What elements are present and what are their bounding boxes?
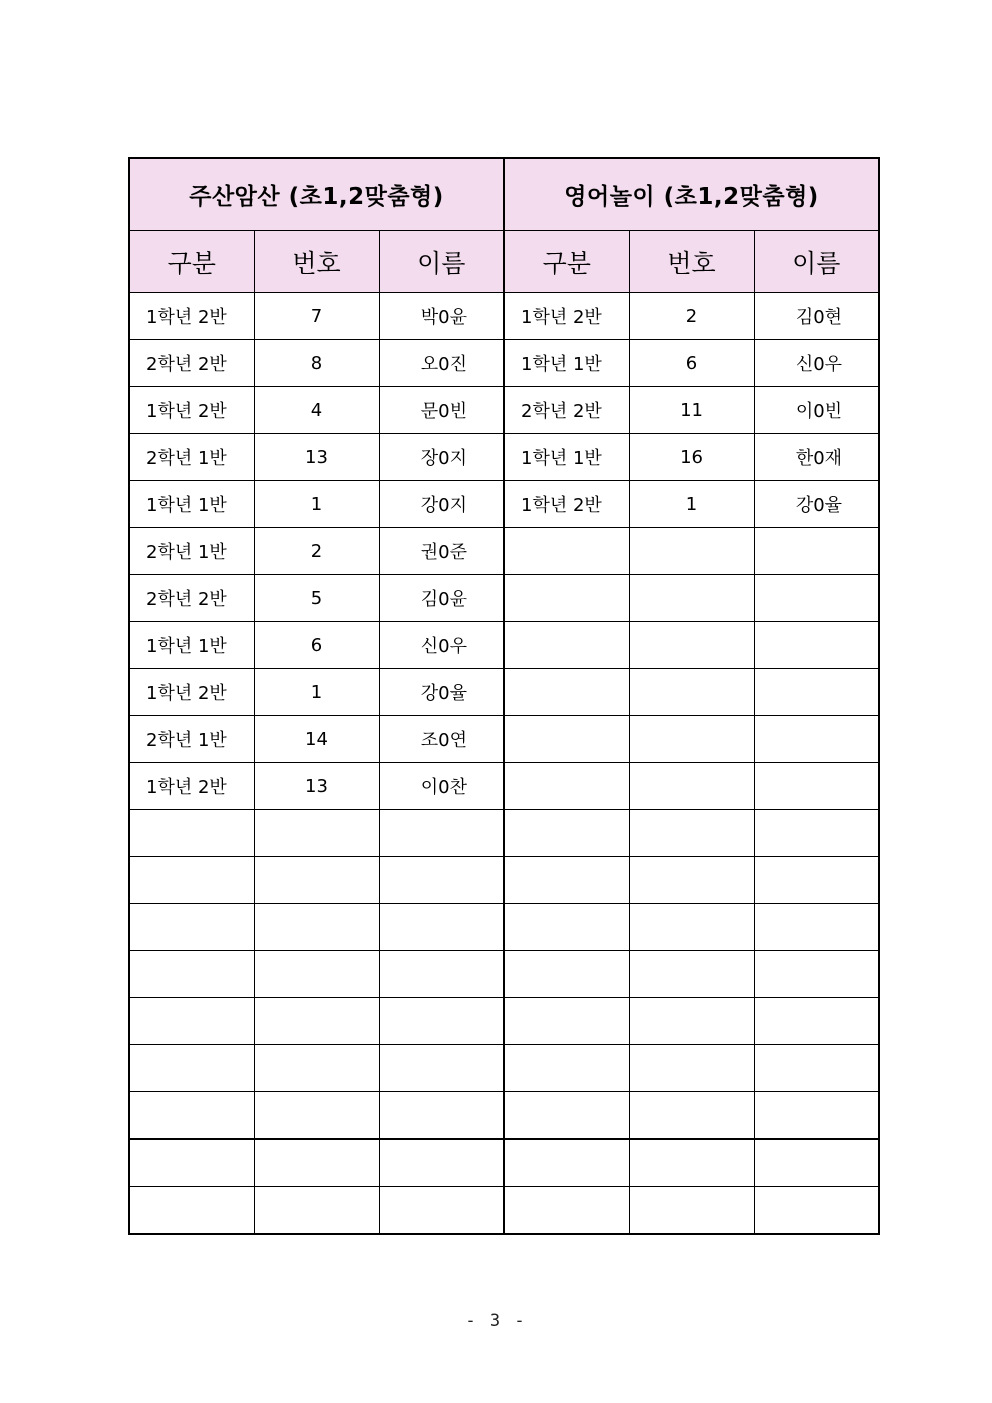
abacus-number-cell: 1 bbox=[254, 481, 379, 528]
english-number-cell bbox=[629, 622, 754, 669]
english-name-cell: 김0현 bbox=[754, 293, 879, 340]
english-name-cell bbox=[754, 669, 879, 716]
abacus-grade-cell: 2학년 1반 bbox=[129, 528, 254, 575]
abacus-number-cell bbox=[254, 998, 379, 1045]
abacus-number-cell bbox=[254, 1045, 379, 1092]
page-number: - 3 - bbox=[465, 1311, 527, 1331]
english-number-cell bbox=[629, 763, 754, 810]
abacus-name-cell: 김0윤 bbox=[379, 575, 504, 622]
english-number-cell bbox=[629, 1139, 754, 1187]
english-number-cell: 6 bbox=[629, 340, 754, 387]
abacus-grade-cell: 2학년 2반 bbox=[129, 575, 254, 622]
english-name-cell bbox=[754, 810, 879, 857]
english-number-cell bbox=[629, 904, 754, 951]
english-name-cell bbox=[754, 1187, 879, 1235]
abacus-name-cell: 박0윤 bbox=[379, 293, 504, 340]
english-name-cell bbox=[754, 857, 879, 904]
abacus-name-cell: 강0율 bbox=[379, 669, 504, 716]
english-grade-cell bbox=[504, 998, 629, 1045]
table-row bbox=[129, 434, 879, 481]
english-name-cell bbox=[754, 575, 879, 622]
abacus-number-cell bbox=[254, 810, 379, 857]
english-grade-cell bbox=[504, 763, 629, 810]
english-number-cell bbox=[629, 528, 754, 575]
english-grade-cell: 1학년 1반 bbox=[504, 434, 629, 481]
section-title-english: 영어놀이 (초1,2맞춤형) bbox=[504, 158, 879, 231]
table-row bbox=[129, 951, 879, 998]
table-row bbox=[129, 387, 879, 434]
abacus-grade-cell: 1학년 1반 bbox=[129, 622, 254, 669]
english-name-cell bbox=[754, 951, 879, 998]
abacus-name-cell: 장0지 bbox=[379, 434, 504, 481]
english-grade-cell: 1학년 2반 bbox=[504, 481, 629, 528]
abacus-number-cell: 5 bbox=[254, 575, 379, 622]
english-name-cell: 강0율 bbox=[754, 481, 879, 528]
abacus-name-cell bbox=[379, 904, 504, 951]
table-row bbox=[129, 1045, 879, 1092]
abacus-number-cell: 6 bbox=[254, 622, 379, 669]
english-grade-cell bbox=[504, 575, 629, 622]
table-row bbox=[129, 716, 879, 763]
english-grade-cell bbox=[504, 951, 629, 998]
abacus-grade-cell: 1학년 1반 bbox=[129, 481, 254, 528]
abacus-name-cell: 조0연 bbox=[379, 716, 504, 763]
table-row bbox=[129, 669, 879, 716]
english-number-cell bbox=[629, 716, 754, 763]
english-number-cell bbox=[629, 1092, 754, 1140]
abacus-name-cell bbox=[379, 998, 504, 1045]
abacus-name-cell: 오0진 bbox=[379, 340, 504, 387]
abacus-name-cell bbox=[379, 1187, 504, 1235]
abacus-name-cell: 신0우 bbox=[379, 622, 504, 669]
english-grade-cell bbox=[504, 528, 629, 575]
roster-table bbox=[128, 157, 880, 1235]
abacus-number-cell bbox=[254, 1092, 379, 1140]
abacus-name-cell bbox=[379, 857, 504, 904]
table-row bbox=[129, 810, 879, 857]
abacus-number-cell: 14 bbox=[254, 716, 379, 763]
table-row bbox=[129, 1187, 879, 1235]
abacus-number-cell bbox=[254, 857, 379, 904]
english-name-cell bbox=[754, 904, 879, 951]
abacus-number-cell: 1 bbox=[254, 669, 379, 716]
english-grade-cell bbox=[504, 1045, 629, 1092]
english-name-cell: 이0빈 bbox=[754, 387, 879, 434]
abacus-number-cell: 4 bbox=[254, 387, 379, 434]
column-header-number: 번호 bbox=[254, 231, 379, 293]
english-name-cell bbox=[754, 622, 879, 669]
column-header-grade: 구분 bbox=[504, 231, 629, 293]
english-name-cell bbox=[754, 998, 879, 1045]
english-grade-cell bbox=[504, 810, 629, 857]
abacus-grade-cell bbox=[129, 951, 254, 998]
abacus-grade-cell: 2학년 1반 bbox=[129, 716, 254, 763]
table-row bbox=[129, 1139, 879, 1187]
english-number-cell: 16 bbox=[629, 434, 754, 481]
table-row bbox=[129, 857, 879, 904]
english-grade-cell bbox=[504, 904, 629, 951]
english-grade-cell: 1학년 2반 bbox=[504, 293, 629, 340]
abacus-grade-cell: 1학년 2반 bbox=[129, 669, 254, 716]
abacus-grade-cell bbox=[129, 1092, 254, 1140]
abacus-name-cell bbox=[379, 951, 504, 998]
english-grade-cell bbox=[504, 857, 629, 904]
column-header-name: 이름 bbox=[379, 231, 504, 293]
abacus-number-cell: 2 bbox=[254, 528, 379, 575]
table-row bbox=[129, 293, 879, 340]
table-row bbox=[129, 528, 879, 575]
table-row bbox=[129, 340, 879, 387]
table-row bbox=[129, 481, 879, 528]
english-name-cell bbox=[754, 1139, 879, 1187]
abacus-grade-cell bbox=[129, 1187, 254, 1235]
abacus-number-cell: 8 bbox=[254, 340, 379, 387]
english-number-cell bbox=[629, 575, 754, 622]
abacus-name-cell bbox=[379, 1139, 504, 1187]
abacus-number-cell bbox=[254, 904, 379, 951]
english-name-cell: 한0재 bbox=[754, 434, 879, 481]
english-grade-cell bbox=[504, 1092, 629, 1140]
english-number-cell bbox=[629, 998, 754, 1045]
english-number-cell: 2 bbox=[629, 293, 754, 340]
abacus-grade-cell: 1학년 2반 bbox=[129, 763, 254, 810]
abacus-number-cell bbox=[254, 1139, 379, 1187]
english-name-cell bbox=[754, 716, 879, 763]
english-name-cell: 신0우 bbox=[754, 340, 879, 387]
english-number-cell bbox=[629, 857, 754, 904]
abacus-grade-cell bbox=[129, 1139, 254, 1187]
abacus-grade-cell: 2학년 2반 bbox=[129, 340, 254, 387]
english-number-cell bbox=[629, 951, 754, 998]
english-name-cell bbox=[754, 528, 879, 575]
abacus-number-cell: 13 bbox=[254, 763, 379, 810]
english-grade-cell bbox=[504, 669, 629, 716]
english-name-cell bbox=[754, 1045, 879, 1092]
english-grade-cell bbox=[504, 716, 629, 763]
english-grade-cell: 1학년 1반 bbox=[504, 340, 629, 387]
english-number-cell bbox=[629, 1187, 754, 1235]
english-grade-cell bbox=[504, 622, 629, 669]
english-number-cell: 1 bbox=[629, 481, 754, 528]
english-grade-cell bbox=[504, 1187, 629, 1235]
table-row bbox=[129, 904, 879, 951]
abacus-name-cell bbox=[379, 1045, 504, 1092]
abacus-name-cell bbox=[379, 810, 504, 857]
english-number-cell bbox=[629, 1045, 754, 1092]
table-row bbox=[129, 575, 879, 622]
abacus-grade-cell bbox=[129, 904, 254, 951]
english-number-cell bbox=[629, 810, 754, 857]
table-row bbox=[129, 998, 879, 1045]
english-grade-cell bbox=[504, 1139, 629, 1187]
english-number-cell: 11 bbox=[629, 387, 754, 434]
english-name-cell bbox=[754, 1092, 879, 1140]
abacus-name-cell: 문0빈 bbox=[379, 387, 504, 434]
column-header-name: 이름 bbox=[754, 231, 879, 293]
abacus-grade-cell: 1학년 2반 bbox=[129, 293, 254, 340]
abacus-grade-cell: 2학년 1반 bbox=[129, 434, 254, 481]
english-grade-cell: 2학년 2반 bbox=[504, 387, 629, 434]
abacus-grade-cell bbox=[129, 998, 254, 1045]
section-title-row bbox=[129, 158, 879, 231]
abacus-grade-cell: 1학년 2반 bbox=[129, 387, 254, 434]
abacus-name-cell: 권0준 bbox=[379, 528, 504, 575]
column-header-row bbox=[129, 231, 879, 293]
english-name-cell bbox=[754, 763, 879, 810]
column-header-grade: 구분 bbox=[129, 231, 254, 293]
table-row bbox=[129, 1092, 879, 1140]
abacus-grade-cell bbox=[129, 1045, 254, 1092]
abacus-number-cell: 7 bbox=[254, 293, 379, 340]
table-row bbox=[129, 622, 879, 669]
abacus-name-cell: 이0찬 bbox=[379, 763, 504, 810]
abacus-name-cell: 강0지 bbox=[379, 481, 504, 528]
abacus-number-cell: 13 bbox=[254, 434, 379, 481]
column-header-number: 번호 bbox=[629, 231, 754, 293]
english-number-cell bbox=[629, 669, 754, 716]
roster-body bbox=[129, 293, 879, 1235]
abacus-number-cell bbox=[254, 1187, 379, 1235]
abacus-name-cell bbox=[379, 1092, 504, 1140]
table-row bbox=[129, 763, 879, 810]
abacus-number-cell bbox=[254, 951, 379, 998]
abacus-grade-cell bbox=[129, 810, 254, 857]
abacus-grade-cell bbox=[129, 857, 254, 904]
section-title-abacus: 주산암산 (초1,2맞춤형) bbox=[129, 158, 504, 231]
